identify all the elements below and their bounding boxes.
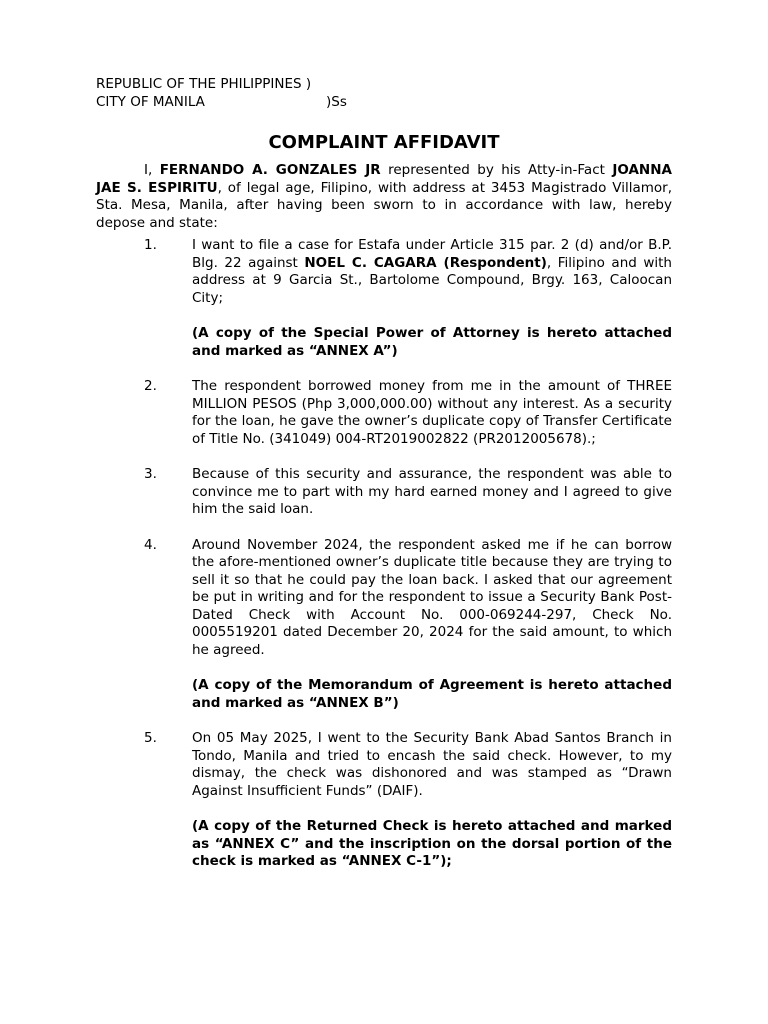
spacer — [96, 360, 672, 378]
allegation-text: Because of this security and assurance, the respondent was able to convince me to part with my hard earned money and I agreed to give him the said loan. — [192, 466, 672, 517]
venue-line-republic — [96, 76, 347, 94]
allegation-number: 1. — [144, 237, 157, 253]
intro-text-1: I, — [144, 162, 160, 178]
intro-text-3: , of legal age, Filipino, with address at 3453 Magistrado Villamor, Sta. Mesa, Manila, after having been sworn to in accordance with law, hereby depose and state: — [96, 179, 672, 231]
allegation-1-text-b: , Filipino and with address at 9 Garcia St., Bartolome Compound, Brgy. 163, Caloocan City; — [192, 254, 672, 306]
spacer — [96, 659, 672, 677]
allegation-3 — [96, 466, 672, 519]
respondent-name: NOEL C. CAGARA (Respondent) — [304, 254, 547, 271]
allegations-list — [96, 237, 672, 871]
complainant-name: FERNANDO A. GONZALES JR — [159, 162, 381, 178]
allegation-4 — [96, 537, 672, 660]
venue-ss-text: )Ss — [326, 93, 347, 110]
annex-a-note: (A copy of the Special Power of Attorney is hereto attached and marked as “ANNEX A”) — [192, 325, 672, 359]
allegation-number: 3. — [144, 466, 157, 482]
spacer — [96, 448, 672, 466]
intro-text-2: represented by his Atty-in-Fact — [380, 162, 613, 178]
spacer — [96, 519, 672, 537]
allegation-text — [192, 237, 672, 307]
venue-city-text: CITY OF MANILA — [96, 93, 205, 110]
venue-republic-text: REPUBLIC OF THE PHILIPPINES ) — [96, 76, 312, 92]
allegation-number: 5. — [144, 730, 157, 746]
venue-line-city — [96, 94, 347, 112]
attorney-in-fact-name: JOANNA JAE S. ESPIRITU — [96, 162, 672, 196]
allegation-1-text-a: I want to file a case for Estafa under Article 315 par. 2 (d) and/or B.P. Blg. 22 against — [192, 237, 672, 271]
spacer — [96, 800, 672, 818]
allegation-5 — [96, 730, 672, 800]
allegation-number: 4. — [144, 536, 157, 553]
allegation-text: The respondent borrowed money from me in the amount of THREE MILLION PESOS (Php 3,000,000.00) without any interest. As a security for the loan, he gave the owner’s duplicate copy of Transfer Certificate of Title No. (341049) 004-RT2019002822 (PR2012005678).; — [192, 378, 672, 447]
annex-c-note: (A copy of the Returned Check is hereto attached and marked as “ANNEX C” and the inscription on the dorsal portion of the check is marked as “ANNEX C-1”); — [192, 818, 672, 869]
venue-header — [96, 76, 347, 111]
spacer — [96, 307, 672, 325]
document-title: COMPLAINT AFFIDAVIT — [268, 132, 500, 153]
allegation-text: Around November 2024, the respondent asked me if he can borrow the afore-mentioned owner’s duplicate title because they are trying to sell it so that he could pay the loan back. I asked that our agreement be put in writing and for the respondent to issue a Security Bank Post-Dated Check with Account No. 000-069244-297, Check No. 0005519201 dated December 20, 2024 for the said amount, to which he agreed. — [192, 536, 672, 658]
allegation-2 — [96, 378, 672, 448]
spacer — [96, 712, 672, 730]
allegation-text: On 05 May 2025, I went to the Security Bank Abad Santos Branch in Tondo, Manila and tried to encash the said check. However, to my dismay, the check was dishonored and was stamped as “Drawn Against Insufficient Funds” (DAIF). — [192, 730, 672, 799]
annex-b-note: (A copy of the Memorandum of Agreement is hereto attached and marked as “ANNEX B”) — [192, 677, 672, 711]
allegation-1 — [96, 237, 672, 307]
intro-paragraph — [96, 162, 672, 232]
allegation-number: 2. — [144, 378, 157, 394]
